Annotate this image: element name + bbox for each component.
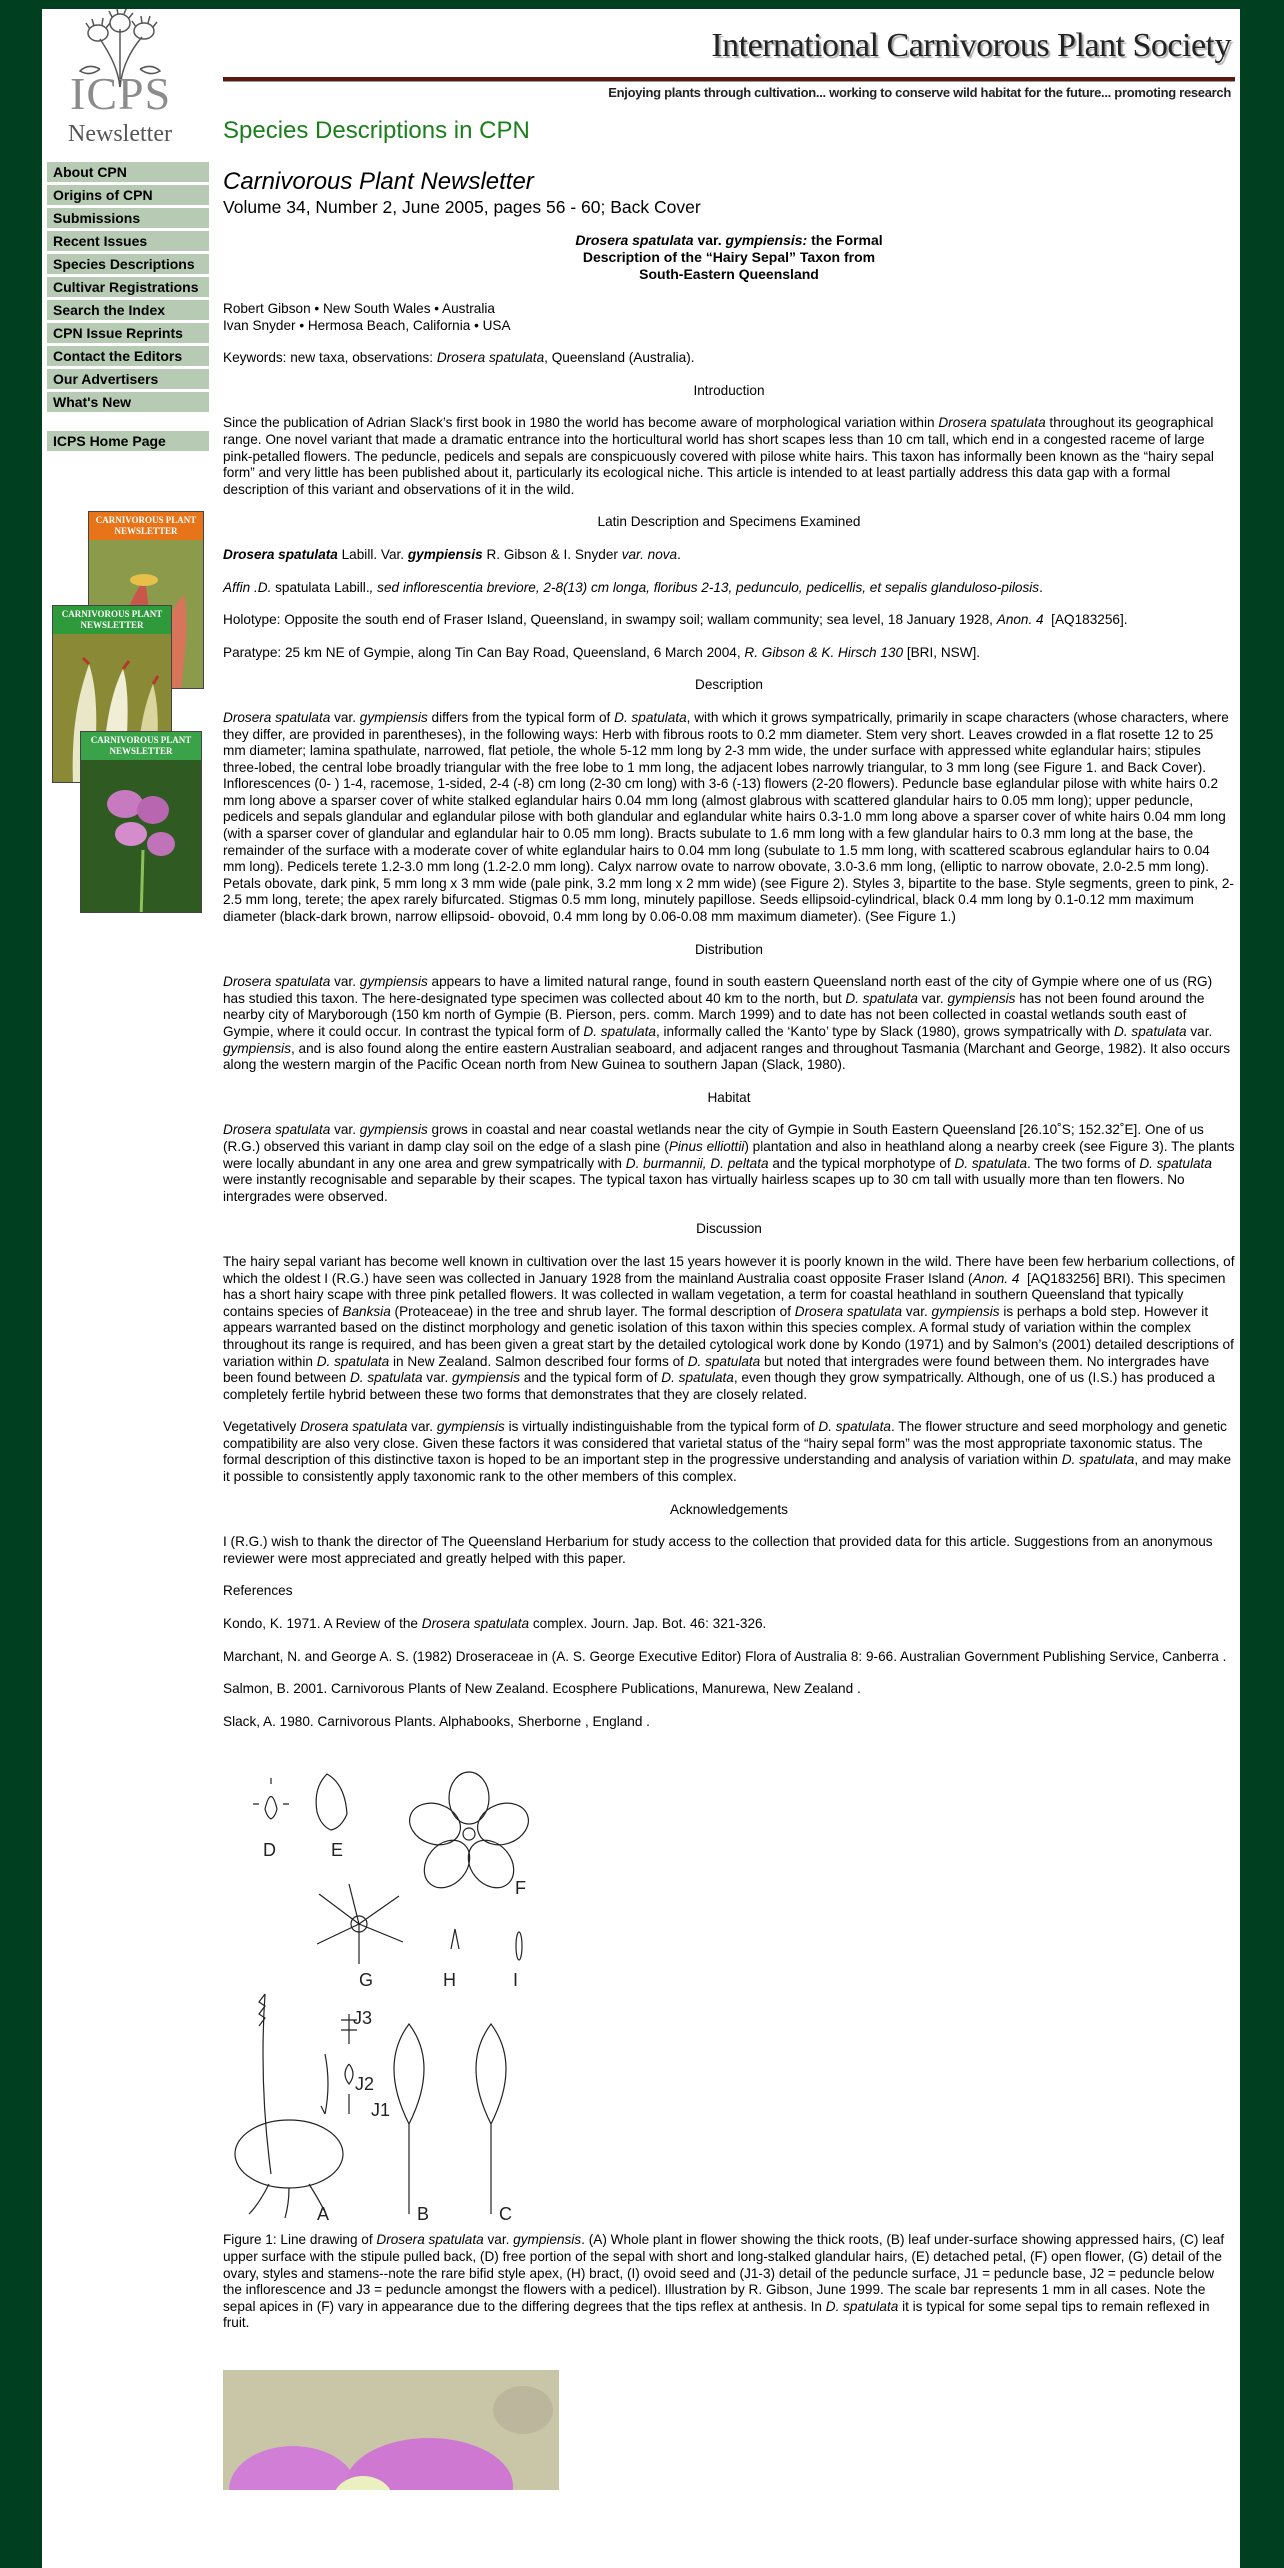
text-run: Kondo, K. 1971. A Review of the xyxy=(223,1616,422,1632)
text-run: var. xyxy=(330,1122,360,1138)
text-run: Drosera spatulata xyxy=(223,709,331,725)
text-run: , even though they grow sympatrically. Although, one of us (I.S.) has produced a completely fertile hybrid between these two forms that demonstrates that they are closely related. xyxy=(223,1370,1215,1402)
text-run: Labill. Var. xyxy=(337,546,408,562)
discussion-paragraph-1 xyxy=(223,1254,1235,1403)
text-run: Vegetatively xyxy=(223,1419,301,1435)
cover-3-flower-icon xyxy=(81,760,201,913)
reference-slack: Slack, A. 1980. Carnivorous Plants. Alphabooks, Sherborne , England . xyxy=(223,1713,650,1729)
text-run: and the typical form of xyxy=(520,1370,662,1386)
text-run: is virtually indistinguishable from the typical form of xyxy=(504,1419,819,1435)
fig-label-I: I xyxy=(513,1970,519,1991)
keywords xyxy=(223,350,1235,367)
nav-whats-new[interactable]: What's New xyxy=(47,392,209,412)
text-run: Anon. 4 xyxy=(972,1270,1020,1286)
text-run: D. spatulata xyxy=(316,1353,390,1369)
fig-label-B: B xyxy=(417,2204,430,2225)
text-run: R. Gibson & I. Snyder xyxy=(482,546,622,562)
heading-references: References xyxy=(223,1583,293,1599)
intro-paragraph xyxy=(223,415,1235,498)
cover-1-title: CARNIVOROUS PLANT NEWSLETTER xyxy=(89,512,203,540)
nav-cpn-issue-reprints[interactable]: CPN Issue Reprints xyxy=(47,323,209,343)
text-run: gympiensis xyxy=(947,990,1016,1006)
text-run: , and is also found along the entire eastern Australian seaboard, and adjacent ranges and throughout Tasmania (Marchant and George, 1982). It also occurs along the western margin of the Pacific Ocean north from New Guinea to southern Japan (Slack, 1980). xyxy=(223,1040,1231,1073)
text-run: D. spatulata xyxy=(818,1419,891,1435)
text-run: but noted that intergrades were found between them. No intergrades have been found between xyxy=(223,1353,1210,1386)
fig-label-J3: J3 xyxy=(353,2008,373,2029)
text-run: gympiensis xyxy=(359,1122,428,1138)
text-run: D. burmannii, D. peltata xyxy=(625,1155,769,1171)
text-run: in New Zealand. Salmon described four forms of xyxy=(389,1353,688,1369)
text-run: , with which it grows sympatrically, primarily in scape characters (whose characters, where they differ, are provided in parentheses), in the following ways: Herb with fibrous roots to 0.2 mm diameter. Stem very short. Leaves crowded in a flat rosette 12 to 25 mm diameter; lamina spathulate, narrowed, flat petiole, the whole 5-12 mm long by 2-3 mm wide, the under surface with appressed white eglandular hairs; stipules three-lobed, the central lobe broadly triangular with the free lobe to 1 mm long, the adjacent lobes narrowly triangular, to 3 mm long (see Figure 1. and Back Cover). Inflorescences (0- ) 1-4, racemose, 1-sided, 2-4 (-8) cm long (2-30 cm long) with 3-6 (-13) flowers (2-20 flowers). Peduncle base eglandular pilose with white hairs 0.2 mm long above a sparser cover of white stalked eglandular hairs 0.04 mm long (almost glabrous with scattered glandular hairs to 0.05 mm long); upper peduncle, pedicels and sepals glandular and eglandular pilose with both glandular and eglandular white hairs 0.3-1.0 mm long above a sparser cover of white hairs 0.04 mm long (with a sparser cover of glandular and eglandular hair to 0.05 mm long). Bracts subulate to 1.6 mm long with a few glandular hairs to 0.3 mm long at the base, the remainder of the surface with a moderate cover of white eglandular hairs to 0.04 mm long (subulate to 1.5 mm long, with scattered scabrous eglandular hairs to 0.04 mm long). Pedicels terete 1.2-3.0 mm long (1.2-2.0 mm long). Calyx narrow ovate to narrow obovate, 3.0-3.6 mm long, (elliptic to narrow obovate, 2.0-2.5 mm long). Petals obovate, dark pink, 5 mm long x 3 mm wide (pale pink, 3.2 mm long x 2 mm wide) (see Figure 2). Styles 3, bipartite to the base. Style segments, green to pink, 2-2.5 mm long, terete; the apex rarely bifurcated. Stigmas 0.5 mm long, minutely papillose. Seeds ellipsoid-cylindrical, black 0.4 mm long by 0.1-0.12 mm maximum diameter (black-dark brown, narrow ellipsoid- obovoid, 0.4 mm long by 0.06-0.08 mm maximum diameter). (See Figure 1.) xyxy=(223,709,1234,925)
paratype xyxy=(223,645,1235,662)
text-run: Pinus elliottii xyxy=(668,1138,745,1154)
nav-recent-issues[interactable]: Recent Issues xyxy=(47,231,209,251)
text-run: differs from the typical form of xyxy=(427,709,615,725)
nav-species-descriptions[interactable]: Species Descriptions xyxy=(47,254,209,274)
figure-1-caption xyxy=(223,2232,1235,2332)
text-run: were instantly recognisable and separable by their scapes. The typical taxon has virtually hairless scapes up to 30 cm tall with usually more than ten flowers. No intergrades were observed. xyxy=(223,1172,1185,1204)
holotype xyxy=(223,612,1235,629)
sidebar xyxy=(42,9,214,2568)
nav-submissions[interactable]: Submissions xyxy=(47,208,209,228)
text-run: gympiensis xyxy=(223,1040,291,1056)
icps-newsletter-logo[interactable] xyxy=(60,9,180,151)
article-title-line3: South-Eastern Queensland xyxy=(639,266,819,282)
page xyxy=(42,9,1240,2568)
text-run: spatulata xyxy=(275,579,331,595)
keywords-species: Drosera spatulata xyxy=(436,350,545,366)
figure-2-flower-photo xyxy=(223,2370,559,2490)
text-run: D. spatulata xyxy=(1114,1024,1187,1039)
text-run: ) plantation and also in heathland along a nearby creek (see Figure 3). The plants were locally abundant in any one area and grew sympatrically with xyxy=(223,1138,1235,1171)
heading-acknowledgements: Acknowledgements xyxy=(670,1501,788,1517)
heading-discussion: Discussion xyxy=(696,1221,762,1237)
text-run: D. spatulata xyxy=(687,1353,761,1369)
heading-description: Description xyxy=(695,677,763,693)
text-run: var. nova xyxy=(621,546,678,562)
text-run: D. spatulata xyxy=(614,709,687,725)
reference-marchant: Marchant, N. and George A. S. (1982) Droseraceae in (A. S. George Executive Editor) Flora of Australia 8: 9-66. Australian Government Publishing Service, Canberra . xyxy=(223,1648,1227,1664)
text-run: gympiensis xyxy=(436,1419,505,1435)
pink-flower-photo-icon xyxy=(223,2370,559,2490)
text-run: [AQ183256]. xyxy=(1043,612,1128,628)
text-run: Drosera spatulata xyxy=(300,1419,408,1435)
text-run: D. spatulata xyxy=(954,1155,1028,1171)
journal-title: Carnivorous Plant Newsletter xyxy=(223,168,534,195)
distribution-paragraph xyxy=(223,974,1235,1074)
nav-search-the-index[interactable]: Search the Index xyxy=(47,300,209,320)
discussion-paragraph-2 xyxy=(223,1419,1235,1485)
text-run: Labill. xyxy=(330,579,370,595)
text-run: gympiensis xyxy=(407,546,483,562)
text-run: complex. Journ. Jap. Bot. 46: 321-326. xyxy=(529,1616,767,1632)
banner-rule xyxy=(223,77,1235,82)
description-paragraph xyxy=(223,710,1235,926)
reference-salmon: Salmon, B. 2001. Carnivorous Plants of New Zealand. Ecosphere Publications, Manurewa, New Zealand . xyxy=(223,1681,861,1697)
latin-name xyxy=(223,547,1235,564)
reference-kondo xyxy=(223,1616,1235,1633)
article-title xyxy=(223,232,1235,283)
fig-label-A: A xyxy=(317,2204,330,2225)
text-run: appears to have a limited natural range, found in south eastern Queensland north east of the city of Gympie where one of us (RG) has studied this taxon. The here-designated type specimen was collected about 40 km to the north, but xyxy=(223,974,1213,1006)
author-1: Robert Gibson • New South Wales • Australia xyxy=(223,301,495,316)
text-run: (Proteaceae) in the tree and shrub layer. The formal description of xyxy=(390,1303,795,1319)
nav-our-advertisers[interactable]: Our Advertisers xyxy=(47,369,209,389)
keywords-rest: , Queensland (Australia). xyxy=(544,350,695,366)
fig-label-F: F xyxy=(515,1878,526,1899)
text-run: gympiensis xyxy=(452,1370,520,1386)
text-run: gympiensis xyxy=(359,974,428,990)
text-run: Anon. 4 xyxy=(996,612,1044,628)
fig-label-C: C xyxy=(499,2204,512,2225)
heading-latin-description: Latin Description and Specimens Examined xyxy=(597,514,861,530)
site-banner xyxy=(223,27,1235,107)
text-run: , and may make it possible to consistently apply taxonomic rank to the other members of this complex. xyxy=(223,1452,1232,1485)
text-run: Paratype: 25 km NE of Gympie, along Tin Can Bay Road, Queensland, 6 March 2004, xyxy=(223,644,745,660)
text-run: grows in coastal and near coastal wetlands near the city of Gympie in South Eastern Queensland [26.10˚S; 152.32˚E]. One of us (R.G.) observed this variant in damp clay soil on the edge of a slash pine ( xyxy=(223,1122,1204,1154)
text-run: Drosera spatulata xyxy=(223,974,331,990)
text-run: . The two forms of xyxy=(1027,1155,1140,1171)
text-run: Drosera spatulata xyxy=(794,1303,903,1319)
text-run: [BRI, NSW]. xyxy=(903,644,981,660)
title-rest: the Formal xyxy=(807,232,883,248)
text-run: D. spatulata xyxy=(349,1370,423,1386)
article-title-line1 xyxy=(223,232,1235,249)
text-run: var. xyxy=(1186,1024,1213,1039)
nav-origins-of-cpn[interactable]: Origins of CPN xyxy=(47,185,209,205)
text-run: Figure 1: Line drawing of xyxy=(223,2232,377,2248)
text-run: var. xyxy=(422,1370,452,1386)
heading-habitat: Habitat xyxy=(707,1089,751,1105)
text-run: Drosera spatulata xyxy=(376,2232,484,2248)
text-run: . xyxy=(677,546,681,562)
text-run: Drosera spatulata xyxy=(938,415,1046,431)
text-run: var. xyxy=(917,990,948,1006)
heading-distribution: Distribution xyxy=(695,941,763,957)
cpn-cover-images xyxy=(42,499,214,919)
text-run: D. spatulata xyxy=(661,1370,734,1386)
cover-3-title: CARNIVOROUS PLANT NEWSLETTER xyxy=(81,732,201,760)
keywords-label: Keywords: new taxa, observations: xyxy=(223,350,437,366)
text-run: Drosera spatulata xyxy=(223,546,338,562)
habitat-paragraph xyxy=(223,1122,1235,1205)
text-run: Holotype: Opposite the south end of Fraser Island, Queensland, in swampy soil; wallam community; sea level, 18 January 1928, xyxy=(223,612,997,628)
fig-label-J2: J2 xyxy=(355,2074,375,2095)
line-drawing-illustration xyxy=(229,1764,549,2224)
site-tagline: Enjoying plants through cultivation... working to conserve wild habitat for the future... promoting research xyxy=(608,85,1231,100)
text-run: Drosera spatulata xyxy=(223,1122,331,1138)
volume-info: Volume 34, Number 2, June 2005, pages 56 - 60; Back Cover xyxy=(223,197,701,217)
author-2: Ivan Snyder • Hermosa Beach, California • USA xyxy=(223,317,511,333)
title-species: Drosera spatulata xyxy=(575,232,694,248)
cover-2-title: CARNIVOROUS PLANT NEWSLETTER xyxy=(53,606,171,634)
text-run: D. spatulata xyxy=(1139,1155,1212,1171)
text-run: is perhaps a bold step. However it appears warranted based on the distinct morphology and genetic isolation of this taxon within this species complex. A formal study of variation within the complex throughout its range is required, and has been given a great start by the detailed cytological work done by Kondo (1971) and by Salmon’s (2001) detailed descriptions of variation within xyxy=(223,1303,1234,1369)
text-run: , informally called the ‘Kanto’ type by Slack (1980), grows sympatrically with xyxy=(655,1024,1115,1039)
sidebar-nav xyxy=(47,162,209,454)
nav-contact-the-editors[interactable]: Contact the Editors xyxy=(47,346,209,366)
text-run: gympiensis xyxy=(513,2232,582,2248)
text-run: var. xyxy=(330,974,360,990)
text-run: [AQ183256] BRI). This specimen has a short hairy scape with three pink petalled flowers. It was collected in wallam vegetation, a term for coastal heathland in southern Queensland that typically contains species of xyxy=(223,1270,1226,1319)
nav-cultivar-registrations[interactable]: Cultivar Registrations xyxy=(47,277,209,297)
latin-diagnosis xyxy=(223,580,1235,597)
fig-label-D: D xyxy=(263,1840,276,1861)
text-run: . xyxy=(1039,579,1043,595)
text-run: Banksia xyxy=(342,1303,391,1319)
logo-newsletter-text: Newsletter xyxy=(68,121,172,147)
text-run: Affin .D. xyxy=(223,579,276,595)
text-run: . The flower structure and seed morphology and genetic compatibility are also very close. Given these factors it was considered that varietal status of the “hairy sepal form” was the most appropriate taxonomic status. The formal description of this distinctive taxon is hoped to be an important step in the progressive understanding and analysis of variation within xyxy=(223,1419,1227,1468)
text-run: . (A) Whole plant in flower showing the thick roots, (B) leaf under-surface showing appressed hairs, (C) leaf upper surface with the stipule pulled back, (D) free portion of the sepal with short and long-stalked glandular hairs, (E) detached petal, (F) open flower, (G) detail of the ovary, styles and stamens--note the rare bifid style apex, (H) bract, (I) ovoid seed and (J1-3) detail of the peduncle surface, J1 = peduncle base, J2 = peduncle below the inflorescence and J3 = peduncle amongst the flowers with a pedicel). Illustration by R. Gibson, June 1999. The scale bar represents 1 mm in all cases. Note the sepal apices in (F) vary in appearance due to the differing degrees that the tips reflex at anthesis. In xyxy=(223,2232,1225,2314)
text-run: var. xyxy=(483,2232,514,2248)
text-run: R. Gibson & K. Hirsch 130 xyxy=(744,644,904,660)
fig-label-J1: J1 xyxy=(371,2100,391,2121)
text-run: and the typical morphotype of xyxy=(768,1155,955,1171)
text-run: throughout its geographical range. One novel variant that made a dramatic entrance into the horticultural world has short scapes less than 10 cm tall, which end in a congested raceme of large pink-petalled flowers. The peduncle, pedicels and sepals are conspicuously covered with pilose white hairs. This taxon has informally been known as the “hairy sepal form” and very little has been published about it, particularly its ecological niche. This article is intended to at least partially address this data gap with a formal description of this variant and observations of it in the wild. xyxy=(223,415,1214,497)
text-run: gympiensis xyxy=(931,1303,1000,1319)
fig-label-H: H xyxy=(443,1970,456,1991)
article-title-line2: Description of the “Hairy Sepal” Taxon from xyxy=(582,249,876,265)
article-content xyxy=(223,116,1235,2490)
text-run: Drosera spatulata xyxy=(421,1616,530,1632)
section-heading: Species Descriptions in CPN xyxy=(223,117,530,144)
text-run: var. xyxy=(407,1419,437,1435)
text-run: it is typical for some sepal tips to remain reflexed in fruit. xyxy=(223,2298,1210,2331)
title-variety: gympiensis: xyxy=(725,232,808,248)
site-title[interactable]: International Carnivorous Plant Society xyxy=(711,27,1231,64)
title-var: var. xyxy=(693,232,726,248)
authors xyxy=(223,301,1235,334)
text-run: , sed inflorescentia breviore, 2-8(13) cm longa, floribus 2-13, pedunculo, pedicellis, et sepalis glanduloso-pilosis xyxy=(369,579,1040,595)
fig-label-E: E xyxy=(331,1840,344,1861)
text-run: D. spatulata xyxy=(845,990,918,1006)
text-run: D. spatulata xyxy=(583,1024,656,1039)
figure-1-line-drawing xyxy=(229,1764,549,2224)
text-run: var. xyxy=(330,709,360,725)
cpn-cover-3[interactable] xyxy=(80,731,202,913)
fig-label-G: G xyxy=(359,1970,374,1991)
acknowledgements-paragraph: I (R.G.) wish to thank the director of The Queensland Herbarium for study access to the collection that provided data for this article. Suggestions from an anonymous reviewer were most appreciated and greatly helped with this paper. xyxy=(223,1534,1213,1566)
text-run: var. xyxy=(902,1303,932,1319)
logo-letters: ICPS xyxy=(70,68,172,119)
text-run: has not been found around the nearby city of Maryborough (150 km north of Gympie (B. Pierson, pers. comm. March 1999) and to date has not been collected in coastal wetlands south east of Gympie, where it could occur. In contrast the typical form of xyxy=(223,990,1205,1039)
text-run: D. spatulata xyxy=(825,2298,899,2314)
text-run: Since the publication of Adrian Slack’s first book in 1980 the world has become aware of morphological variation within xyxy=(223,415,939,431)
nav-about-cpn[interactable]: About CPN xyxy=(47,162,209,182)
nav-icps-home-page[interactable]: ICPS Home Page xyxy=(47,431,209,451)
text-run: gympiensis xyxy=(359,709,428,725)
text-run: The hairy sepal variant has become well known in cultivation over the last 15 years however it is poorly known in the wild. There have been few herbarium collections, of which the oldest I (R.G.) have seen was collected in January 1928 from the mainland Australia coast opposite Fraser Island ( xyxy=(223,1253,1235,1286)
text-run: D. spatulata xyxy=(1061,1452,1135,1468)
heading-introduction: Introduction xyxy=(693,382,765,398)
